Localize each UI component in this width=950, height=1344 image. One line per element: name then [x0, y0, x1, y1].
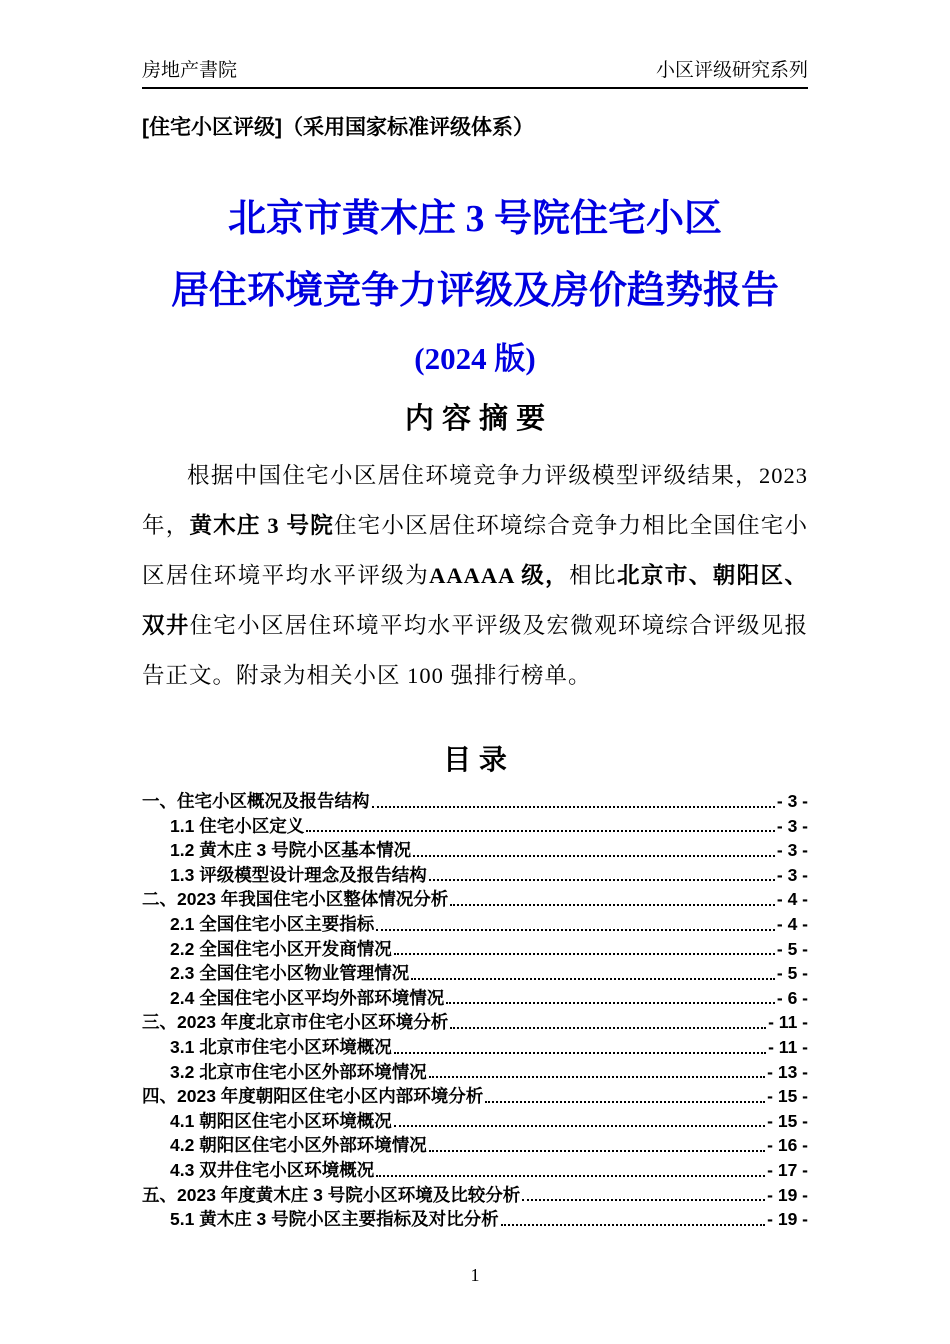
toc-entry[interactable]: [142, 1133, 808, 1158]
toc-entry[interactable]: [142, 789, 808, 814]
toc-entry-page: - 5 -: [776, 963, 808, 984]
toc-entry[interactable]: [142, 1084, 808, 1109]
toc-entry-label: 1.1 住宅小区定义: [170, 815, 305, 836]
report-title-line2: 居住环境竞争力评级及房价趋势报告: [170, 270, 779, 312]
toc-entry-page: - 17 -: [767, 1159, 808, 1180]
toc-entry[interactable]: [142, 912, 808, 937]
toc-leader-dots: [429, 879, 775, 881]
toc-leader-dots: [394, 1052, 766, 1054]
toc-entry-label: 3.2 北京市住宅小区外部环境情况: [170, 1061, 427, 1082]
toc-entry-page: - 3 -: [776, 791, 808, 811]
classification-line: [住宅小区评级]（采用国家标准评级体系）: [142, 116, 534, 139]
toc-entry-page: - 11 -: [768, 1012, 808, 1033]
toc-leader-dots: [501, 1224, 765, 1226]
toc-heading: 目 录: [443, 744, 507, 775]
toc-entry-label: 二、2023 年我国住宅小区整体情况分析: [142, 889, 449, 910]
toc-entry-page: - 3 -: [776, 815, 808, 836]
toc-entry-label: 3.1 北京市住宅小区环境概况: [170, 1036, 392, 1057]
toc-entry-label: 三、2023 年度北京市住宅小区环境分析: [142, 1012, 449, 1033]
toc-entry-label: 4.2 朝阳区住宅小区外部环境情况: [170, 1135, 427, 1156]
toc-leader-dots: [372, 806, 775, 808]
toc-entry-page: - 16 -: [767, 1135, 808, 1156]
toc-entry-page: - 4 -: [776, 913, 808, 934]
toc-entry-label: 2.2 全国住宅小区开发商情况: [170, 938, 392, 959]
toc-entry-page: - 5 -: [776, 938, 808, 959]
toc-leader-dots: [429, 1150, 765, 1152]
abstract-run-bold-rating: AAAAA 级，: [429, 563, 570, 588]
abstract-run: 住宅小区居住环境平均水平评级及宏微观环境综合评级见报告正文。附录为相关小区 100 强排行榜单。: [142, 613, 808, 688]
toc-entry[interactable]: [142, 1109, 808, 1134]
abstract-paragraph: [142, 451, 808, 701]
toc-leader-dots: [411, 978, 775, 980]
page-number: 1: [470, 1265, 480, 1285]
toc-entry-page: - 15 -: [767, 1110, 808, 1131]
toc-entry-page: - 3 -: [776, 840, 808, 861]
toc-leader-dots: [394, 953, 775, 955]
toc-entry-page: - 4 -: [776, 889, 808, 910]
abstract-run: 根据中国住宅小区居住环境竞争力评级模型评级结果，2023 年，: [142, 463, 808, 538]
toc-entry[interactable]: [142, 887, 808, 912]
toc-leader-dots: [429, 1076, 765, 1078]
toc-leader-dots: [450, 904, 775, 906]
abstract-run: 住宅小区居住环境综合竞争力相比全国住宅小区居住环境平均水平评级为: [142, 513, 808, 588]
toc-leader-dots: [446, 1002, 775, 1004]
toc-leader-dots: [485, 1101, 765, 1103]
toc-entry[interactable]: [142, 1158, 808, 1183]
toc-entry-page: - 11 -: [768, 1036, 808, 1057]
header-right-text: 小区评级研究系列: [655, 60, 808, 81]
abstract-heading: 内 容 摘 要: [404, 403, 546, 435]
abstract-run-bold-regions: 北京市、朝阳区、双井: [142, 563, 808, 638]
toc-entry-label: 2.4 全国住宅小区平均外部环境情况: [170, 987, 445, 1008]
toc-entry[interactable]: [142, 1035, 808, 1060]
toc-entry-label: 1.3 评级模型设计理念及报告结构: [170, 864, 427, 885]
toc-entry[interactable]: [142, 961, 808, 986]
toc-leader-dots: [450, 1027, 766, 1029]
toc-entry[interactable]: [142, 814, 808, 839]
abstract-run: 相比: [569, 563, 617, 588]
report-title-line1: 北京市黄木庄 3 号院住宅小区: [227, 198, 722, 240]
toc-leader-dots: [306, 830, 775, 832]
toc-entry[interactable]: [142, 986, 808, 1011]
running-header: [142, 58, 808, 89]
toc-entry-page: - 19 -: [767, 1184, 808, 1205]
toc-entry-label: 2.3 全国住宅小区物业管理情况: [170, 963, 410, 984]
toc-leader-dots: [394, 1125, 765, 1127]
report-title-block: [142, 183, 808, 391]
toc-entry-label: 四、2023 年度朝阳区住宅小区内部环境分析: [142, 1086, 484, 1107]
toc-entry[interactable]: [142, 863, 808, 888]
toc-entry-page: - 6 -: [776, 987, 808, 1008]
toc-entry-label: 4.3 双井住宅小区环境概况: [170, 1159, 375, 1180]
toc-entry[interactable]: [142, 1183, 808, 1208]
abstract-run-bold-community: 黄木庄 3 号院: [189, 513, 334, 538]
toc-entry[interactable]: [142, 937, 808, 962]
toc-entry-label: 一、住宅小区概况及报告结构: [142, 791, 370, 811]
toc-leader-dots: [413, 855, 775, 857]
toc-entry[interactable]: [142, 1207, 808, 1232]
toc-entry-page: - 3 -: [776, 864, 808, 885]
toc-entry-label: 4.1 朝阳区住宅小区环境概况: [170, 1110, 392, 1131]
toc-leader-dots: [376, 1175, 765, 1177]
toc-entry-label: 五、2023 年度黄木庄 3 号院小区环境及比较分析: [142, 1184, 521, 1205]
toc-entry-page: - 13 -: [767, 1061, 808, 1082]
toc-entry[interactable]: [142, 1060, 808, 1085]
report-title-edition: (2024 版): [414, 341, 536, 376]
toc-entry-label: 5.1 黄木庄 3 号院小区主要指标及对比分析: [170, 1209, 499, 1230]
header-left-text: 房地产書院: [142, 60, 238, 81]
toc-entry-page: - 19 -: [767, 1209, 808, 1230]
toc-leader-dots: [376, 929, 775, 931]
toc-entry-label: 2.1 全国住宅小区主要指标: [170, 913, 375, 934]
toc-entry-page: - 15 -: [767, 1086, 808, 1107]
toc-entry[interactable]: [142, 1010, 808, 1035]
toc-entry-label: 1.2 黄木庄 3 号院小区基本情况: [170, 840, 412, 861]
toc-entry[interactable]: [142, 838, 808, 863]
table-of-contents: [142, 789, 808, 1232]
toc-leader-dots: [522, 1199, 765, 1201]
